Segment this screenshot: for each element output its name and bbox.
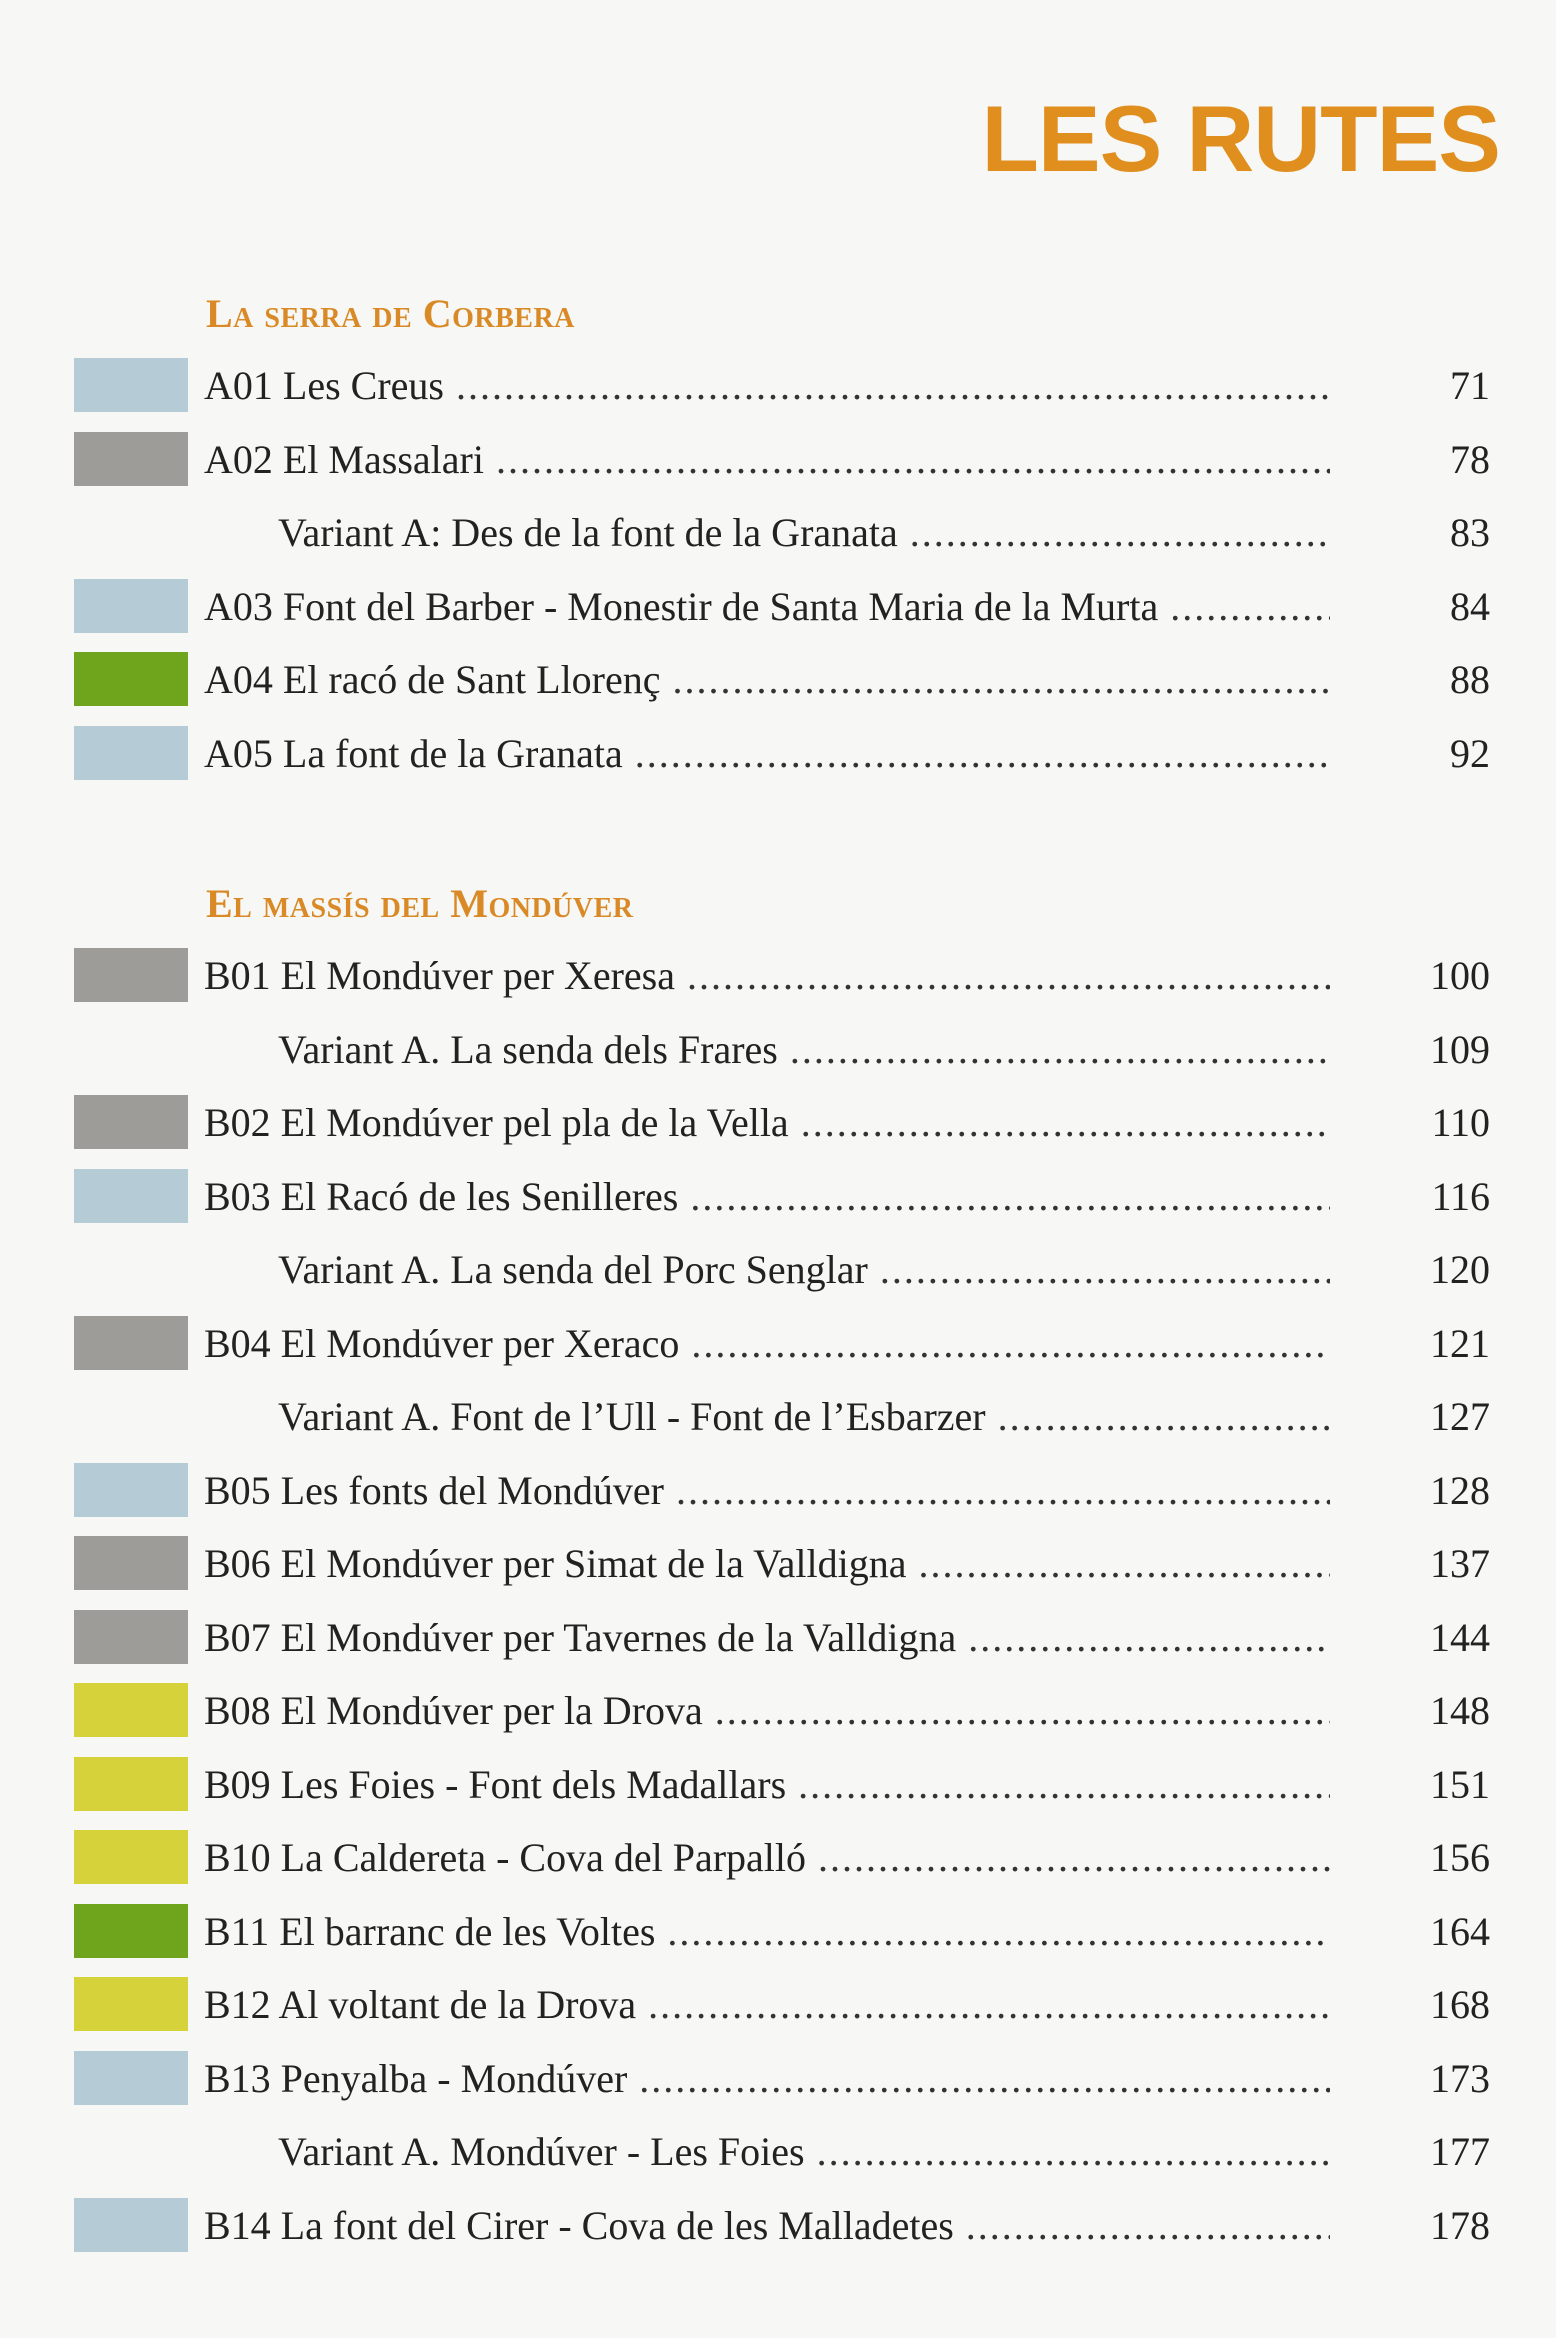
toc-entry: [0, 724, 1556, 784]
page-number: 109: [1430, 1026, 1490, 1072]
page-number: 100: [1430, 953, 1490, 998]
route-color-swatch: [74, 652, 188, 706]
entry-label: A01 Les Creus .....: [204, 356, 1330, 416]
page-number: 84: [1450, 583, 1490, 629]
entry-label: Variant A. Font de l’Ull - Font de l’Esbarzer .....: [278, 1387, 1330, 1447]
toc-entry: [0, 946, 1556, 1006]
route-color-swatch: [74, 1683, 188, 1737]
toc-entry: [0, 2049, 1556, 2109]
page-number: 88: [1450, 657, 1490, 702]
page-number: 83: [1450, 510, 1490, 555]
entry-label: B04 El Mondúver per Xeraco .....: [204, 1314, 1330, 1374]
toc-entry: [0, 1167, 1556, 1227]
route-color-swatch: [74, 2051, 188, 2105]
toc-entry: [0, 1534, 1556, 1594]
page-number: 92: [1450, 730, 1490, 776]
toc-variant-entry: [0, 503, 1556, 563]
entry-label: B07 El Mondúver per Tavernes de la Valldigna .....: [204, 1608, 1330, 1668]
page-title: LES RUTES: [981, 86, 1500, 191]
page-number: 164: [1430, 1908, 1490, 1954]
toc-entry: [0, 1828, 1556, 1888]
toc-variant-entry: [0, 2122, 1556, 2182]
toc-entry: [0, 1314, 1556, 1374]
entry-label: Variant A. La senda del Porc Senglar .....: [278, 1240, 1330, 1300]
entry-label: B13 Penyalba - Mondúver .....: [204, 2049, 1330, 2109]
toc-entry: [0, 2196, 1556, 2256]
toc-entry: [0, 577, 1556, 637]
page-number: 78: [1450, 436, 1490, 482]
toc-entry: [0, 430, 1556, 490]
entry-label: Variant A. Mondúver - Les Foies .....: [278, 2122, 1330, 2182]
entry-label: B12 Al voltant de la Drova .....: [204, 1975, 1330, 2035]
route-color-swatch: [74, 726, 188, 780]
route-color-swatch: [74, 1830, 188, 1884]
route-color-swatch: [74, 1610, 188, 1664]
toc-entry: [0, 1975, 1556, 2035]
entry-label: B06 El Mondúver per Simat de la Valldigna .....: [204, 1534, 1330, 1594]
entry-label: B01 El Mondúver per Xeresa .....: [204, 946, 1330, 1006]
page-number: 127: [1430, 1394, 1490, 1439]
section-title: La serra de Corbera: [206, 291, 575, 336]
entry-label: Variant A: Des de la font de la Granata .....: [278, 503, 1330, 563]
toc-entry: [0, 1755, 1556, 1815]
toc-entry: [0, 650, 1556, 710]
page-number: 148: [1430, 1688, 1490, 1733]
entry-label: B14 La font del Cirer - Cova de les Malladetes .....: [204, 2196, 1330, 2256]
route-color-swatch: [74, 1977, 188, 2031]
route-color-swatch: [74, 579, 188, 633]
entry-label: A05 La font de la Granata .....: [204, 724, 1330, 784]
page-number: 177: [1430, 2129, 1490, 2174]
toc-variant-entry: [0, 1240, 1556, 1300]
entry-label: A03 Font del Barber - Monestir de Santa Maria de la Murta .....: [204, 577, 1330, 637]
entry-label: B05 Les fonts del Mondúver .....: [204, 1461, 1330, 1521]
route-color-swatch: [74, 1536, 188, 1590]
page-number: 144: [1430, 1614, 1490, 1660]
page-number: 116: [1431, 1173, 1490, 1219]
toc-entry: [0, 1608, 1556, 1668]
page-number: 178: [1430, 2202, 1490, 2248]
route-color-swatch: [74, 1463, 188, 1517]
page-number: 120: [1430, 1247, 1490, 1292]
toc-variant-entry: [0, 1387, 1556, 1447]
entry-label: A04 El racó de Sant Llorenç .....: [204, 650, 1330, 710]
page-number: 137: [1430, 1541, 1490, 1586]
route-color-swatch: [74, 1316, 188, 1370]
toc-entry: [0, 1461, 1556, 1521]
page-number: 173: [1430, 2055, 1490, 2101]
route-color-swatch: [74, 2198, 188, 2252]
toc-variant-entry: [0, 1020, 1556, 1080]
route-color-swatch: [74, 1904, 188, 1958]
toc-entry: [0, 1681, 1556, 1741]
route-color-swatch: [74, 948, 188, 1002]
route-color-swatch: [74, 1757, 188, 1811]
toc-entry: [0, 1902, 1556, 1962]
page-number: 110: [1431, 1100, 1490, 1145]
entry-label: B02 El Mondúver pel pla de la Vella .....: [204, 1093, 1330, 1153]
entry-label: A02 El Massalari .....: [204, 430, 1330, 490]
section-title: El massís del Mondúver: [206, 881, 634, 926]
entry-label: B11 El barranc de les Voltes .....: [204, 1902, 1330, 1962]
route-color-swatch: [74, 1095, 188, 1149]
page-number: 128: [1430, 1467, 1490, 1513]
entry-label: B10 La Caldereta - Cova del Parpalló .....: [204, 1828, 1330, 1888]
route-color-swatch: [74, 358, 188, 412]
page-number: 71: [1450, 363, 1490, 408]
entry-label: B03 El Racó de les Senilleres .....: [204, 1167, 1330, 1227]
page-number: 168: [1430, 1982, 1490, 2027]
page-number: 121: [1430, 1320, 1490, 1366]
route-color-swatch: [74, 1169, 188, 1223]
page-number: 151: [1430, 1761, 1490, 1807]
entry-label: Variant A. La senda dels Frares .....: [278, 1020, 1330, 1080]
route-color-swatch: [74, 432, 188, 486]
toc-entry: [0, 1093, 1556, 1153]
page-number: 156: [1430, 1835, 1490, 1880]
entry-label: B08 El Mondúver per la Drova .....: [204, 1681, 1330, 1741]
toc-entry: [0, 356, 1556, 416]
entry-label: B09 Les Foies - Font dels Madallars .....: [204, 1755, 1330, 1815]
